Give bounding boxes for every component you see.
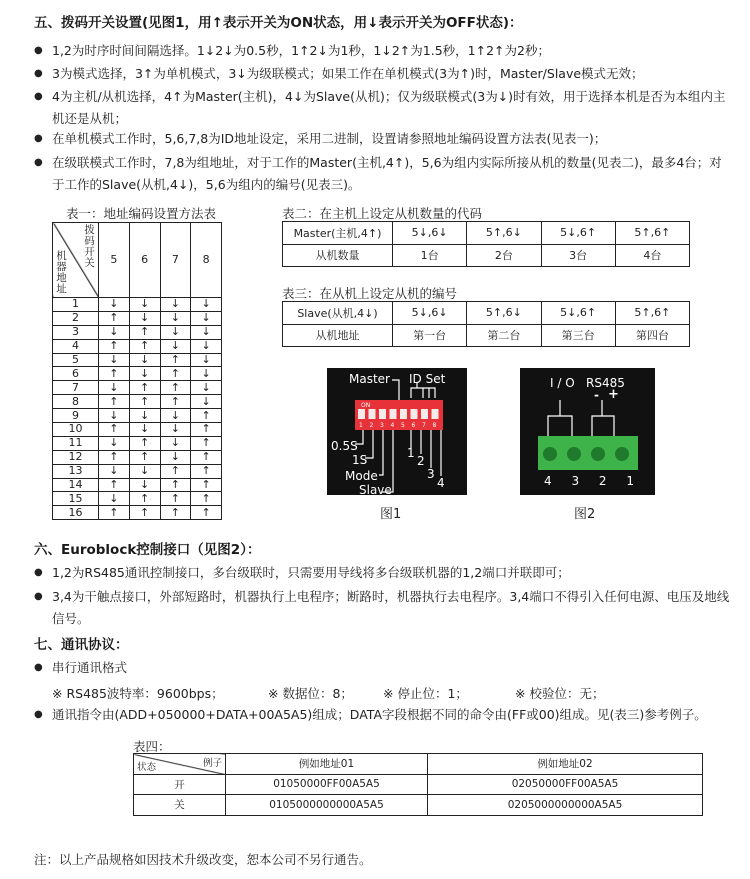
table-cell: 1 [53, 298, 99, 312]
corner-cell: 例子 状态 [134, 754, 226, 775]
table-cell: 第四台 [615, 324, 689, 347]
command-example-table: 例子 状态 例如地址01 例如地址02 开 01050000FF00A5A5 02050000FF00A5A5 关 0105000000000A5A5 0205000000000A5A5 [133, 753, 703, 816]
table-cell: 10 [53, 423, 99, 437]
dip-toggle [390, 409, 397, 419]
table-cell: ↑ [191, 436, 222, 450]
table-row [134, 795, 703, 816]
table-row [53, 450, 222, 464]
table-cell: ↑ [129, 339, 160, 353]
table-cell: 13 [53, 464, 99, 478]
figure1-caption: 图1 [380, 507, 402, 522]
table-cell: 7 [53, 381, 99, 395]
table-cell: ↑ [99, 450, 130, 464]
table-cell: ↓ [160, 450, 191, 464]
list-item: ● 通讯指令由(ADD+050000+DATA+00A5A5)组成；DATA字段根据不同的命令由(FF或00)组成。见(表三)参考例子。 [34, 704, 734, 726]
table-row [53, 311, 222, 325]
table-row [53, 506, 222, 520]
table-cell: ↓ [99, 436, 130, 450]
table-cell: ↑ [160, 353, 191, 367]
table-cell: 0105000000000A5A5 [226, 795, 428, 816]
dip-toggle [379, 409, 386, 419]
table-cell: 9 [53, 409, 99, 423]
section7-title: 七、通讯协议： [34, 637, 129, 653]
table-cell: 关 [134, 795, 226, 816]
table-cell: 5↑,6↓ [467, 302, 541, 325]
dip-toggle [411, 409, 418, 419]
table-row [53, 436, 222, 450]
table-cell: ↑ [191, 423, 222, 437]
table-cell: ↑ [99, 339, 130, 353]
table-cell: ↑ [160, 395, 191, 409]
table-cell: 16 [53, 506, 99, 520]
table-cell: ↓ [99, 492, 130, 506]
table-row [53, 325, 222, 339]
table-cell: ↑ [191, 409, 222, 423]
table-cell: 4台 [615, 244, 689, 267]
table-cell: 11 [53, 436, 99, 450]
table-cell: ↓ [129, 311, 160, 325]
table1-title: 表一：地址编码设置方法表 [66, 206, 217, 221]
dip-toggle [369, 409, 376, 419]
dip-toggle [432, 409, 439, 419]
table-cell: ↑ [160, 478, 191, 492]
table-cell: ↓ [99, 298, 130, 312]
table-cell: 5↑,6↓ [467, 222, 541, 245]
list-item: ● 1,2为时序时间间隔选择。1↓2↓为0.5秒，1↑2↓为1秒，1↓2↑为1.5秒，1↑2↑为2秒； [34, 40, 734, 62]
table-cell: ↓ [99, 325, 130, 339]
table-cell: ↑ [99, 423, 130, 437]
table-cell: 4 [53, 339, 99, 353]
table-row [53, 353, 222, 367]
table-cell: ↓ [99, 409, 130, 423]
table-cell: 0205000000000A5A5 [428, 795, 703, 816]
table-cell: 3台 [541, 244, 615, 267]
table-cell: ↑ [191, 506, 222, 520]
param-baud: ※ RS485波特率：9600bps； [52, 686, 224, 701]
master-count-table [282, 221, 690, 267]
dip-number: 2 [369, 422, 374, 429]
table-cell: ↑ [129, 381, 160, 395]
pin-labels: 4 3 2 1 [544, 474, 634, 488]
dip-number: 8 [432, 422, 437, 429]
table-cell: ↓ [160, 423, 191, 437]
table-cell: 1台 [393, 244, 467, 267]
table-cell: ↑ [160, 464, 191, 478]
table-cell: ↓ [99, 353, 130, 367]
list-item: ● 3,4为干触点接口，外部短路时，机器执行上电程序；断路时，机器执行去电程序。3,4端口不得引入任何电源、电压及地线信号。 [34, 586, 734, 630]
param-databits: ※ 数据位：8； [268, 686, 353, 701]
table-cell: ↓ [129, 464, 160, 478]
table-cell: 第二台 [467, 324, 541, 347]
table-row [53, 478, 222, 492]
figure2-euroblock: I / O RS485 - + 4 3 2 1 [520, 368, 655, 495]
table-cell: 5↓,6↓ [393, 302, 467, 325]
table-cell: 开 [134, 774, 226, 795]
table-row [134, 774, 703, 795]
table-cell: ↓ [191, 298, 222, 312]
corner-cell: 拨码开关 机器地址 [53, 223, 99, 298]
figure1-dip-switch: 1 2 3 4 5 6 7 8 Master ID Set ON 0.5S 1S Mode Slave 1 2 3 4 [327, 368, 467, 495]
dip-number: 7 [422, 422, 426, 429]
table-cell: ↑ [129, 395, 160, 409]
table-cell: ↓ [160, 311, 191, 325]
table-cell: 01050000FF00A5A5 [226, 774, 428, 795]
table-row [53, 492, 222, 506]
dip-toggle [421, 409, 428, 419]
table-cell: 从机数量 [283, 244, 393, 267]
table-cell: ↑ [191, 464, 222, 478]
table-cell: 3 [53, 325, 99, 339]
table-cell: ↑ [99, 367, 130, 381]
table-cell: ↓ [129, 298, 160, 312]
table-cell: ↑ [129, 325, 160, 339]
table-cell: ↓ [191, 311, 222, 325]
table-cell: ↓ [160, 325, 191, 339]
table-cell: 14 [53, 478, 99, 492]
table-row [53, 381, 222, 395]
table-row [283, 302, 690, 325]
list-item: ● 4为主机/从机选择，4↑为Master(主机)，4↓为Slave(从机)；仅为级联模式(3为↓)时有效，用于选择本机是否为本组内主机还是从机； [34, 86, 734, 130]
table-cell: ↓ [129, 353, 160, 367]
figure2-caption: 图2 [574, 507, 596, 522]
table-cell: ↓ [99, 464, 130, 478]
list-item: ● 在级联模式工作时，7,8为组地址，对于工作的Master(主机,4↑)，5,6为组内实际所接从机的数量(见表二)，最多4台；对于工作的Slave(从机,4↓)，5,6为组内的编号(见表三)。 [34, 152, 734, 196]
table-cell: ↓ [160, 409, 191, 423]
table-row [283, 244, 690, 267]
table-cell: ↓ [191, 325, 222, 339]
table-row [283, 324, 690, 347]
table-cell: ↑ [160, 492, 191, 506]
table-cell: ↑ [160, 381, 191, 395]
table-cell: ↑ [99, 506, 130, 520]
table-cell: 6 [53, 367, 99, 381]
table-cell: ↑ [160, 367, 191, 381]
table-cell: ↓ [99, 381, 130, 395]
table-row [283, 222, 690, 245]
table-cell: 5↑,6↑ [615, 222, 689, 245]
table-cell: 5↓,6↑ [541, 222, 615, 245]
table-cell: Master(主机,4↑) [283, 222, 393, 245]
dip-number: 4 [390, 422, 395, 429]
table-row [53, 367, 222, 381]
table-cell: ↓ [129, 367, 160, 381]
table-cell: 02050000FF00A5A5 [428, 774, 703, 795]
section5-title: 五、拨码开关设置(见图1，用↑表示开关为ON状态，用↓表示开关为OFF状态)： [34, 15, 523, 31]
table-cell: 2台 [467, 244, 541, 267]
table-row [53, 339, 222, 353]
table-cell: 15 [53, 492, 99, 506]
table-cell: 5↑,6↑ [615, 302, 689, 325]
table-cell: ↑ [191, 492, 222, 506]
table-cell: ↑ [99, 478, 130, 492]
table-cell: ↑ [99, 395, 130, 409]
table-cell: ↓ [160, 436, 191, 450]
table-cell: ↑ [160, 506, 191, 520]
list-item: ● 3为模式选择，3↑为单机模式，3↓为级联模式；如果工作在单机模式(3为↑)时，Master/Slave模式无效； [34, 63, 734, 85]
list-item: ● 串行通讯格式 [34, 657, 734, 679]
table-cell: ↑ [129, 492, 160, 506]
table-row [53, 409, 222, 423]
table2-title: 表二：在主机上设定从机数量的代码 [282, 206, 483, 221]
list-item: ● 1,2为RS485通讯控制接口，多台级联时，只需要用导线将多台级联机器的1,2端口并联即可； [34, 562, 734, 584]
slave-number-table [282, 301, 690, 347]
param-stopbits: ※ 停止位：1； [383, 686, 468, 701]
table-cell: ↑ [99, 311, 130, 325]
table-cell: ↑ [129, 436, 160, 450]
table4-title: 表四： [133, 739, 171, 754]
table-cell: 第三台 [541, 324, 615, 347]
table-cell: ↑ [129, 506, 160, 520]
table-cell: ↑ [191, 478, 222, 492]
table-cell: ↓ [129, 423, 160, 437]
table-cell: 5↓,6↓ [393, 222, 467, 245]
table-cell: ↓ [129, 409, 160, 423]
table-cell: ↓ [160, 298, 191, 312]
dip-toggle [358, 409, 365, 419]
table-row [53, 464, 222, 478]
table-cell: ↓ [191, 353, 222, 367]
table-cell: 12 [53, 450, 99, 464]
dip-number: 6 [411, 422, 416, 429]
dip-number: 3 [380, 422, 384, 429]
table-row [53, 298, 222, 312]
table-row [53, 395, 222, 409]
dip-toggle [400, 409, 407, 419]
table-cell: ↑ [129, 450, 160, 464]
table-row [53, 423, 222, 437]
address-table: 拨码开关 机器地址 5 6 7 8 1 ↓ ↓ ↓ ↓ 2 ↑ ↓ ↓ ↓ 3 ↓ ↑ ↓ ↓ 4 ↑ ↑ ↓ ↓ 5 ↓ ↓ ↑ ↓ 6 ↑ ↓ ↑ ↓ 7 ↓ ↑ ↑ ↓ 8 ↑ ↑ ↑ ↓ 9 ↓ ↓ ↓ ↑ 10 ↑ ↓ ↓ ↑ 11 ↓ ↑ ↓ ↑ 12 ↑ ↑ ↓ ↑ 13 ↓ ↓ ↑ ↑ 14 ↑ ↓ ↑ ↑ 15 ↓ ↑ ↑ ↑ 16 ↑ ↑ ↑ ↑ [52, 222, 222, 520]
table-cell: ↓ [191, 381, 222, 395]
table-cell: 8 [53, 395, 99, 409]
table3-title: 表三：在从机上设定从机的编号 [282, 286, 458, 301]
table-cell: Slave(从机,4↓) [283, 302, 393, 325]
table-cell: ↓ [129, 478, 160, 492]
table-cell: ↓ [191, 367, 222, 381]
param-parity: ※ 校验位：无； [515, 686, 605, 701]
table-cell: 2 [53, 311, 99, 325]
dip-number: 1 [359, 422, 363, 429]
table-cell: ↑ [191, 450, 222, 464]
table-cell: 5↓,6↑ [541, 302, 615, 325]
list-item: ● 在单机模式工作时，5,6,7,8为ID地址设定，采用二进制，设置请参照地址编码设置方法表(见表一)； [34, 128, 734, 150]
table-cell: ↓ [191, 339, 222, 353]
table-cell: 从机地址 [283, 324, 393, 347]
section6-title: 六、Euroblock控制接口（见图2）： [34, 542, 261, 558]
footnote: 注：以上产品规格如因技术升级改变，恕本公司不另行通告。 [34, 852, 372, 867]
dip-number: 5 [401, 422, 405, 429]
table-cell: ↓ [191, 395, 222, 409]
table-cell: 第一台 [393, 324, 467, 347]
table-cell: ↓ [160, 339, 191, 353]
table-cell: 5 [53, 353, 99, 367]
